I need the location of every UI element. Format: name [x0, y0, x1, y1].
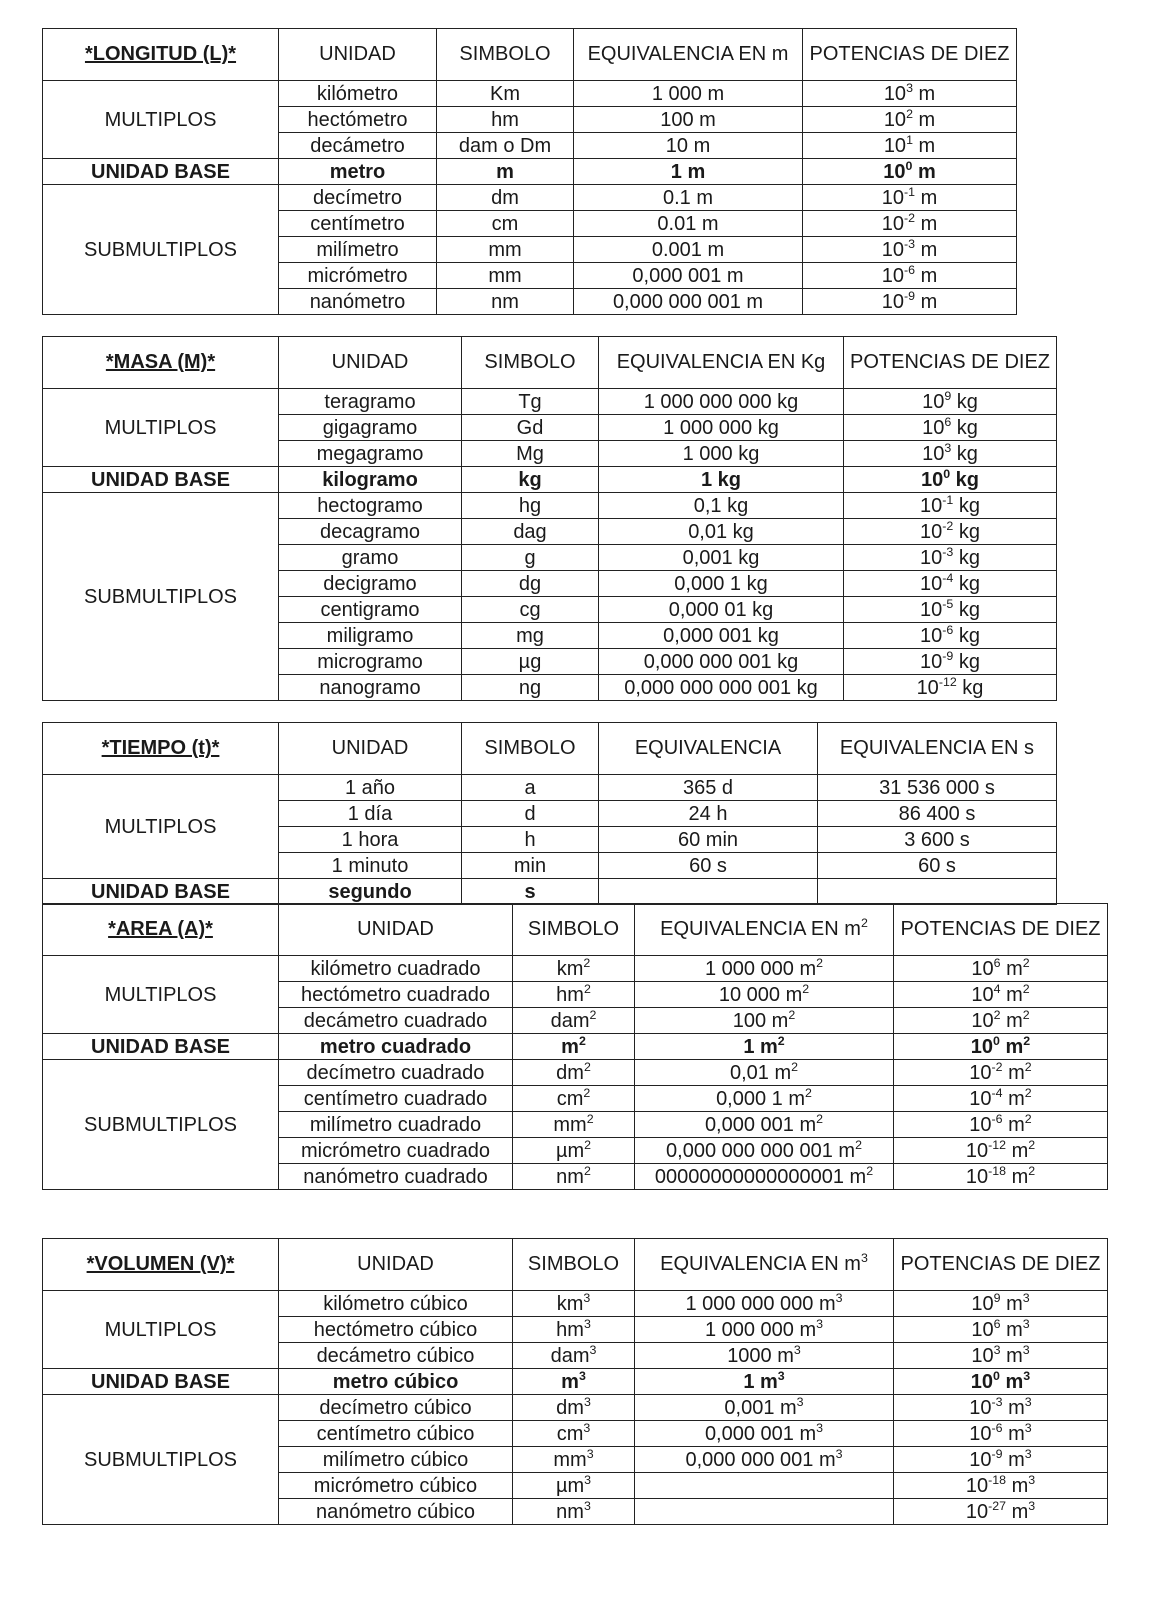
unit-power: [818, 879, 1057, 905]
unit-power: $10^{-2}$ kg: [844, 519, 1057, 545]
unit-power: $10^3$ m: [803, 81, 1017, 107]
unit-symbol: dam$^2$: [513, 1008, 635, 1034]
unit-name: microgramo: [279, 649, 462, 675]
header-equivalencia: EQUIVALENCIA EN m: [574, 29, 803, 81]
unit-name: metro cúbico: [279, 1369, 513, 1395]
unit-symbol: $km^2$: [513, 956, 635, 982]
unit-symbol: µg: [462, 649, 599, 675]
unit-symbol: dam$^3$: [513, 1343, 635, 1369]
unit-equivalence: 0,000 01 kg: [599, 597, 844, 623]
unit-power: $10^{-18}$ $m^3$: [894, 1473, 1108, 1499]
header-equivalencia: EQUIVALENCIA EN Kg: [599, 337, 844, 389]
table-row: [43, 879, 1057, 905]
unit-power: $10^9$ kg: [844, 389, 1057, 415]
unit-symbol: mg: [462, 623, 599, 649]
unit-equivalence: 0,000 001 m: [574, 263, 803, 289]
unit-power: $10^2$ $m^2$: [894, 1008, 1108, 1034]
unit-equivalence: 1 000 000 000 $m^3$: [635, 1291, 894, 1317]
unit-equivalence: 0,000 000 001 m: [574, 289, 803, 315]
group-label: UNIDAD BASE: [43, 1034, 279, 1060]
table-row: [43, 493, 1057, 519]
unit-symbol: dg: [462, 571, 599, 597]
unit-equivalence: 0,000 001 $m^2$: [635, 1112, 894, 1138]
unit-name: hectómetro: [279, 107, 437, 133]
unit-power: $10^{-4}$ $m^2$: [894, 1086, 1108, 1112]
unit-symbol: Tg: [462, 389, 599, 415]
unit-name: kilómetro cúbico: [279, 1291, 513, 1317]
group-label: MULTIPLOS: [43, 1291, 279, 1369]
unit-equivalence: 1 000 000 kg: [599, 415, 844, 441]
unit-equivalence: 100 $m^2$: [635, 1008, 894, 1034]
unit-symbol: m: [437, 159, 574, 185]
category-title: *LONGITUD (L)*: [43, 29, 279, 81]
unit-equivalence: [635, 1499, 894, 1525]
unit-name: centímetro cuadrado: [279, 1086, 513, 1112]
unit-name: gramo: [279, 545, 462, 571]
unit-power: $10^0$ $m^2$: [894, 1034, 1108, 1060]
unit-equivalence: 24 h: [599, 801, 818, 827]
unit-power: $10^{-9}$ m: [803, 289, 1017, 315]
unit-symbol: min: [462, 853, 599, 879]
unit-symbol: Gd: [462, 415, 599, 441]
unit-equivalence: 0,000 000 000 001 kg: [599, 675, 844, 701]
unit-symbol: cg: [462, 597, 599, 623]
unit-power: $10^2$ m: [803, 107, 1017, 133]
unit-power: $10^{-12}$ kg: [844, 675, 1057, 701]
unit-power: $10^{-5}$ kg: [844, 597, 1057, 623]
unit-symbol: ng: [462, 675, 599, 701]
unit-symbol: kg: [462, 467, 599, 493]
unit-equivalence: [635, 1473, 894, 1499]
unit-power: $10^{-27}$ $m^3$: [894, 1499, 1108, 1525]
area-table: [42, 903, 1108, 1190]
unit-symbol: $dm^3$: [513, 1395, 635, 1421]
header-unidad: UNIDAD: [279, 1239, 513, 1291]
header-row: [43, 337, 1057, 389]
unit-symbol: dam o Dm: [437, 133, 574, 159]
unit-symbol: $mm^2$: [513, 1112, 635, 1138]
unit-power: $10^3$ kg: [844, 441, 1057, 467]
unit-name: 1 minuto: [279, 853, 462, 879]
group-label: UNIDAD BASE: [43, 1369, 279, 1395]
category-title: *VOLUMEN (V)*: [43, 1239, 279, 1291]
unit-name: decámetro: [279, 133, 437, 159]
unit-symbol: d: [462, 801, 599, 827]
unit-equivalence: 00000000000000001 $m^2$: [635, 1164, 894, 1190]
header-equivalencia: EQUIVALENCIA: [599, 723, 818, 775]
header-unidad: UNIDAD: [279, 337, 462, 389]
unit-name: micrómetro cúbico: [279, 1473, 513, 1499]
unit-symbol: $hm^2$: [513, 982, 635, 1008]
unit-power: $10^{-4}$ kg: [844, 571, 1057, 597]
group-label: UNIDAD BASE: [43, 159, 279, 185]
group-label: SUBMULTIPLOS: [43, 1060, 279, 1190]
unit-symbol: $nm^2$: [513, 1164, 635, 1190]
unit-equivalence: 0,000 001 kg: [599, 623, 844, 649]
unit-name: decímetro cúbico: [279, 1395, 513, 1421]
header-simbolo: SIMBOLO: [513, 1239, 635, 1291]
unit-name: decímetro: [279, 185, 437, 211]
unit-equivalence: 1 000 m: [574, 81, 803, 107]
unit-power: $10^{-1}$ kg: [844, 493, 1057, 519]
unit-power: $10^{-1}$ m: [803, 185, 1017, 211]
header-unidad: UNIDAD: [279, 723, 462, 775]
unit-name: hectogramo: [279, 493, 462, 519]
header-equivalencia: EQUIVALENCIA EN $m^2$: [635, 904, 894, 956]
unit-name: gigagramo: [279, 415, 462, 441]
unit-symbol: µm$^2$: [513, 1138, 635, 1164]
unit-name: decigramo: [279, 571, 462, 597]
table-row: [43, 1034, 1108, 1060]
unit-name: kilómetro cuadrado: [279, 956, 513, 982]
unit-symbol: µm$^3$: [513, 1473, 635, 1499]
unit-equivalence: 0,000 1 $m^2$: [635, 1086, 894, 1112]
header-row: [43, 1239, 1108, 1291]
unit-power: 60 s: [818, 853, 1057, 879]
unit-symbol: cm: [437, 211, 574, 237]
category-title: *MASA (M)*: [43, 337, 279, 389]
unit-symbol: Mg: [462, 441, 599, 467]
unit-equivalence: 0,001 kg: [599, 545, 844, 571]
unit-equivalence: 0,01 kg: [599, 519, 844, 545]
unit-equivalence: 1 000 000 $m^3$: [635, 1317, 894, 1343]
table-row: [43, 467, 1057, 493]
unit-equivalence: 0,000 001 $m^3$: [635, 1421, 894, 1447]
unit-power: $10^{-6}$ $m^2$: [894, 1112, 1108, 1138]
table-row: [43, 1291, 1108, 1317]
tiempo-table: [42, 722, 1057, 905]
category-title: *TIEMPO (t)*: [43, 723, 279, 775]
unit-equivalence: 0,1 kg: [599, 493, 844, 519]
unit-symbol: s: [462, 879, 599, 905]
unit-equivalence: 0,000 000 000 001 $m^2$: [635, 1138, 894, 1164]
unit-power: $10^{-9}$ $m^3$: [894, 1447, 1108, 1473]
unit-power: $10^{-18}$ $m^2$: [894, 1164, 1108, 1190]
header-potencias: POTENCIAS DE DIEZ: [844, 337, 1057, 389]
unit-symbol: mm: [437, 263, 574, 289]
unit-equivalence: 1 000 kg: [599, 441, 844, 467]
header-simbolo: SIMBOLO: [513, 904, 635, 956]
group-label: MULTIPLOS: [43, 956, 279, 1034]
header-potencias: POTENCIAS DE DIEZ: [803, 29, 1017, 81]
unit-symbol: $mm^3$: [513, 1447, 635, 1473]
unit-symbol: $hm^3$: [513, 1317, 635, 1343]
unit-symbol: dm: [437, 185, 574, 211]
unit-equivalence: 0.1 m: [574, 185, 803, 211]
header-equivalencia: EQUIVALENCIA EN $m^3$: [635, 1239, 894, 1291]
unit-symbol: $nm^3$: [513, 1499, 635, 1525]
unit-name: hectómetro cuadrado: [279, 982, 513, 1008]
unit-equivalence: 0.01 m: [574, 211, 803, 237]
unit-symbol: $m^2$: [513, 1034, 635, 1060]
table-row: [43, 185, 1017, 211]
unit-name: milímetro cuadrado: [279, 1112, 513, 1138]
unit-symbol: a: [462, 775, 599, 801]
unit-power: $10^{-3}$ $m^3$: [894, 1395, 1108, 1421]
unit-symbol: h: [462, 827, 599, 853]
unit-power: $10^6$ $m^2$: [894, 956, 1108, 982]
unit-name: 1 día: [279, 801, 462, 827]
unit-equivalence: [599, 879, 818, 905]
group-label: SUBMULTIPLOS: [43, 1395, 279, 1525]
unit-name: 1 año: [279, 775, 462, 801]
unit-equivalence: 1 $m^2$: [635, 1034, 894, 1060]
unit-symbol: dag: [462, 519, 599, 545]
unit-power: $10^{-6}$ $m^3$: [894, 1421, 1108, 1447]
unit-power: $10^6$ kg: [844, 415, 1057, 441]
unit-equivalence: 1 000 000 $m^2$: [635, 956, 894, 982]
header-row: [43, 29, 1017, 81]
unit-equivalence: 1000 $m^3$: [635, 1343, 894, 1369]
unit-equivalence: 60 s: [599, 853, 818, 879]
unit-name: centímetro cúbico: [279, 1421, 513, 1447]
longitud-table: [42, 28, 1017, 315]
group-label: SUBMULTIPLOS: [43, 493, 279, 701]
unit-power: $10^{-3}$ kg: [844, 545, 1057, 571]
table-row: [43, 775, 1057, 801]
table-row: [43, 1369, 1108, 1395]
unit-name: nanómetro cuadrado: [279, 1164, 513, 1190]
header-simbolo: SIMBOLO: [437, 29, 574, 81]
unit-equivalence: 0,01 $m^2$: [635, 1060, 894, 1086]
group-label: MULTIPLOS: [43, 389, 279, 467]
unit-symbol: hg: [462, 493, 599, 519]
table-row: [43, 81, 1017, 107]
unit-equivalence: 1 $m^3$: [635, 1369, 894, 1395]
unit-power: $10^{-2}$ $m^2$: [894, 1060, 1108, 1086]
unit-power: $10^{-12}$ $m^2$: [894, 1138, 1108, 1164]
group-label: MULTIPLOS: [43, 81, 279, 159]
table-row: [43, 159, 1017, 185]
unit-name: centímetro: [279, 211, 437, 237]
unit-symbol: $cm^3$: [513, 1421, 635, 1447]
unit-symbol: Km: [437, 81, 574, 107]
unit-symbol: $cm^2$: [513, 1086, 635, 1112]
unit-equivalence: 0,001 $m^3$: [635, 1395, 894, 1421]
category-title: *AREA (A)*: [43, 904, 279, 956]
unit-power: $10^9$ $m^3$: [894, 1291, 1108, 1317]
unit-name: decámetro cuadrado: [279, 1008, 513, 1034]
unit-equivalence: 1 000 000 000 kg: [599, 389, 844, 415]
unit-name: micrómetro: [279, 263, 437, 289]
unit-name: miligramo: [279, 623, 462, 649]
unit-power: $10^4$ $m^2$: [894, 982, 1108, 1008]
unit-power: $10^1$ m: [803, 133, 1017, 159]
unit-name: centigramo: [279, 597, 462, 623]
unit-power: $10^0$ kg: [844, 467, 1057, 493]
header-unidad: UNIDAD: [279, 29, 437, 81]
unit-equivalence: 365 d: [599, 775, 818, 801]
unit-symbol: hm: [437, 107, 574, 133]
unit-name: decímetro cuadrado: [279, 1060, 513, 1086]
unit-name: nanogramo: [279, 675, 462, 701]
unit-equivalence: 0,000 1 kg: [599, 571, 844, 597]
unit-power: $10^6$ $m^3$: [894, 1317, 1108, 1343]
header-unidad: UNIDAD: [279, 904, 513, 956]
unit-power: $10^{-6}$ m: [803, 263, 1017, 289]
header-simbolo: SIMBOLO: [462, 723, 599, 775]
volumen-table: [42, 1238, 1108, 1525]
unit-equivalence: 0,000 000 001 $m^3$: [635, 1447, 894, 1473]
unit-name: decagramo: [279, 519, 462, 545]
header-row: [43, 723, 1057, 775]
unit-power: 86 400 s: [818, 801, 1057, 827]
unit-power: $10^3$ $m^3$: [894, 1343, 1108, 1369]
unit-name: milímetro cúbico: [279, 1447, 513, 1473]
header-potencias: POTENCIAS DE DIEZ: [894, 1239, 1108, 1291]
unit-name: decámetro cúbico: [279, 1343, 513, 1369]
unit-equivalence: 1 m: [574, 159, 803, 185]
unit-name: micrómetro cuadrado: [279, 1138, 513, 1164]
unit-equivalence: 0.001 m: [574, 237, 803, 263]
unit-equivalence: 60 min: [599, 827, 818, 853]
unit-power: $10^{-3}$ m: [803, 237, 1017, 263]
unit-name: megagramo: [279, 441, 462, 467]
group-label: UNIDAD BASE: [43, 879, 279, 905]
unit-power: 31 536 000 s: [818, 775, 1057, 801]
header-potencias: EQUIVALENCIA EN s: [818, 723, 1057, 775]
unit-equivalence: 100 m: [574, 107, 803, 133]
unit-name: metro: [279, 159, 437, 185]
unit-power: $10^{-9}$ kg: [844, 649, 1057, 675]
unit-symbol: g: [462, 545, 599, 571]
unit-name: segundo: [279, 879, 462, 905]
unit-symbol: nm: [437, 289, 574, 315]
unit-symbol: $m^3$: [513, 1369, 635, 1395]
table-row: [43, 389, 1057, 415]
unit-name: kilómetro: [279, 81, 437, 107]
unit-symbol: $dm^2$: [513, 1060, 635, 1086]
header-simbolo: SIMBOLO: [462, 337, 599, 389]
group-label: MULTIPLOS: [43, 775, 279, 879]
group-label: SUBMULTIPLOS: [43, 185, 279, 315]
header-potencias: POTENCIAS DE DIEZ: [894, 904, 1108, 956]
unit-power: $10^{-6}$ kg: [844, 623, 1057, 649]
unit-name: nanómetro: [279, 289, 437, 315]
unit-name: metro cuadrado: [279, 1034, 513, 1060]
unit-equivalence: 10 000 $m^2$: [635, 982, 894, 1008]
header-row: [43, 904, 1108, 956]
unit-name: kilogramo: [279, 467, 462, 493]
unit-name: hectómetro cúbico: [279, 1317, 513, 1343]
unit-name: milímetro: [279, 237, 437, 263]
table-row: [43, 1060, 1108, 1086]
unit-symbol: $km^3$: [513, 1291, 635, 1317]
unit-equivalence: 1 kg: [599, 467, 844, 493]
unit-power: $10^{-2}$ m: [803, 211, 1017, 237]
unit-name: 1 hora: [279, 827, 462, 853]
unit-equivalence: 10 m: [574, 133, 803, 159]
unit-name: nanómetro cúbico: [279, 1499, 513, 1525]
masa-table: [42, 336, 1057, 701]
unit-power: 3 600 s: [818, 827, 1057, 853]
unit-power: $10^0$ $m^3$: [894, 1369, 1108, 1395]
table-row: [43, 1395, 1108, 1421]
unit-power: $10^0$ m: [803, 159, 1017, 185]
unit-symbol: mm: [437, 237, 574, 263]
table-row: [43, 956, 1108, 982]
unit-name: teragramo: [279, 389, 462, 415]
unit-equivalence: 0,000 000 001 kg: [599, 649, 844, 675]
group-label: UNIDAD BASE: [43, 467, 279, 493]
